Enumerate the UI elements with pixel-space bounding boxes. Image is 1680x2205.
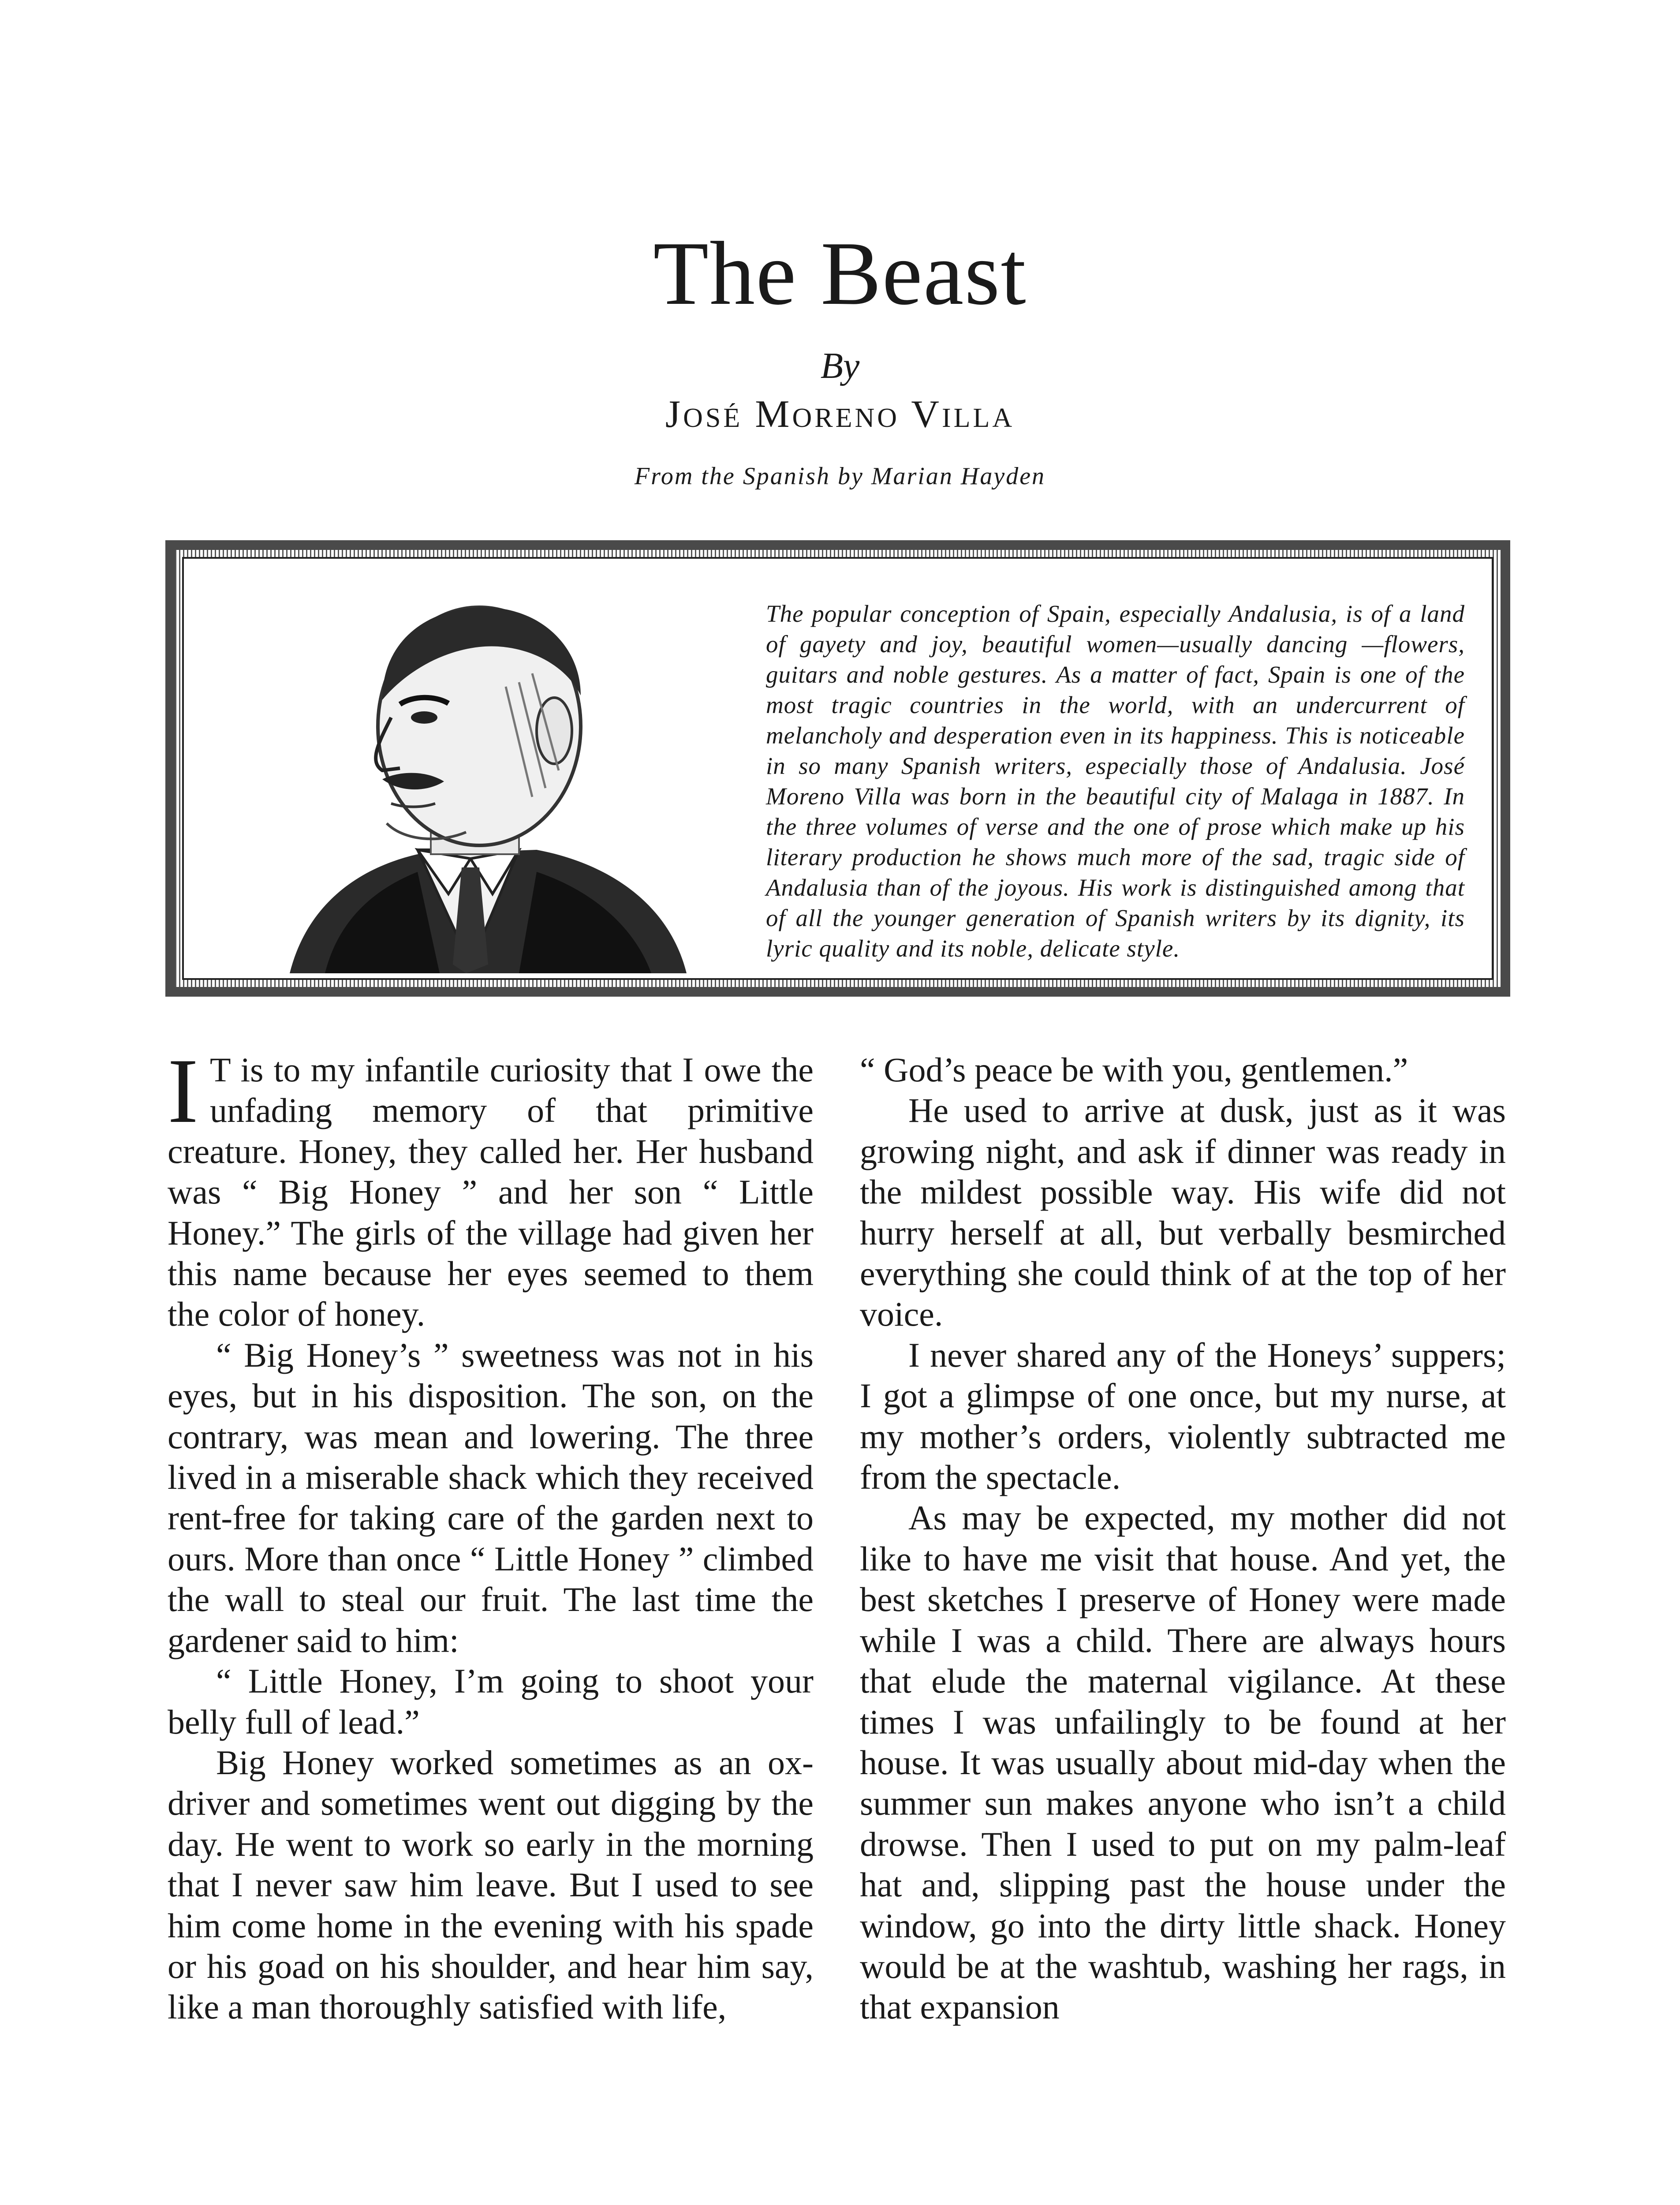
intro-box-inner bbox=[182, 557, 1493, 980]
translator-credit: From the Spanish by Marian Hayden bbox=[634, 463, 1046, 490]
paragraph: Big Honey worked sometimes as an ox-driver and sometimes went out digging by the day. He went to work so early in the morning that I never saw him leave. But I used to see him come home in the evening with his spade or his goad on his shoulder, and hear him say, like a man thoroughly satisfied with life, bbox=[168, 1743, 814, 2026]
paragraph: “ Big Honey’s ” sweetness was not in his eyes, but in his disposition. The son, on the contrary, was mean and lowering. The three lived in a miserable shack which they received rent-free for taking care of the garden next to ours. More than once “ Little Honey ” climbed the wall to steal our fruit. The last time the gardener said to him: bbox=[168, 1335, 814, 1659]
body-column-right bbox=[860, 1050, 1506, 2028]
intro-text: The popular conception of Spain, especially Andalusia, is of a land of gayety and joy, beautiful women—usually dancing —flowers, guitars and noble gestures. As a matter of fact, Spain is one of the most tragic countries in the world, with an undercurrent of melancholy and desperation even in its happiness. This is noticeable in so many Spanish writers, especially those of Andalusia. José Moreno Villa was born in the beautiful city of Malaga in 1887. In the three volumes of verse and the one of prose which make up his literary production he shows much more of the sad, tragic side of Andalusia than of the joyous. His work is distinguished among that of all the younger generation of Spanish writers by its dignity, its lyric quality and its noble, delicate style. bbox=[766, 600, 1465, 962]
intro-box bbox=[165, 540, 1510, 997]
byline: By bbox=[820, 345, 860, 386]
paragraph: As may be expected, my mother did not like to have me visit that house. And yet, the best sketches I preserve of Honey were made while I was a child. There are always hours that elude the maternal vigilance. At these times I was unfailingly to be found at her house. It was usually about mid-day when the summer sun makes anyone who isn’t a child drowse. Then I used to put on my palm-leaf hat and, slipping past the house under the window, go into the dirty little shack. Honey would be at the washtub, washing her rags, in that expansion bbox=[860, 1499, 1506, 2026]
paragraph bbox=[168, 1040, 814, 1335]
paragraph: He used to arrive at dusk, just as it was growing night, and ask if dinner was ready in the mildest possible way. His wife did not hurry herself at all, but verbally besmirched everything she could think of at the top of her voice. bbox=[860, 1091, 1506, 1334]
body-column-left bbox=[168, 1040, 814, 2028]
author-name: José Moreno Villa bbox=[665, 393, 1015, 436]
paragraph: “ Little Honey, I’m going to shoot your belly full of lead.” bbox=[168, 1662, 814, 1741]
paragraph: I never shared any of the Honeys’ suppers; I got a glimpse of one once, but my nurse, at my mother’s orders, violently subtracted me from the spectacle. bbox=[860, 1335, 1506, 1497]
author-portrait bbox=[272, 585, 695, 973]
paragraph-text: T is to my infantile curiosity that I owe the unfading memory of that primitive creature. Honey, they called her. Her husband was “ Big Honey ” and her son “ Little Honey.” The girls of the village had given her this name because her eyes seemed to them the color of honey. bbox=[168, 1050, 814, 1334]
drop-cap: I bbox=[168, 1040, 198, 1142]
article-title: The Beast bbox=[653, 223, 1027, 324]
paragraph: “ God’s peace be with you, gentlemen.” bbox=[860, 1050, 1408, 1089]
